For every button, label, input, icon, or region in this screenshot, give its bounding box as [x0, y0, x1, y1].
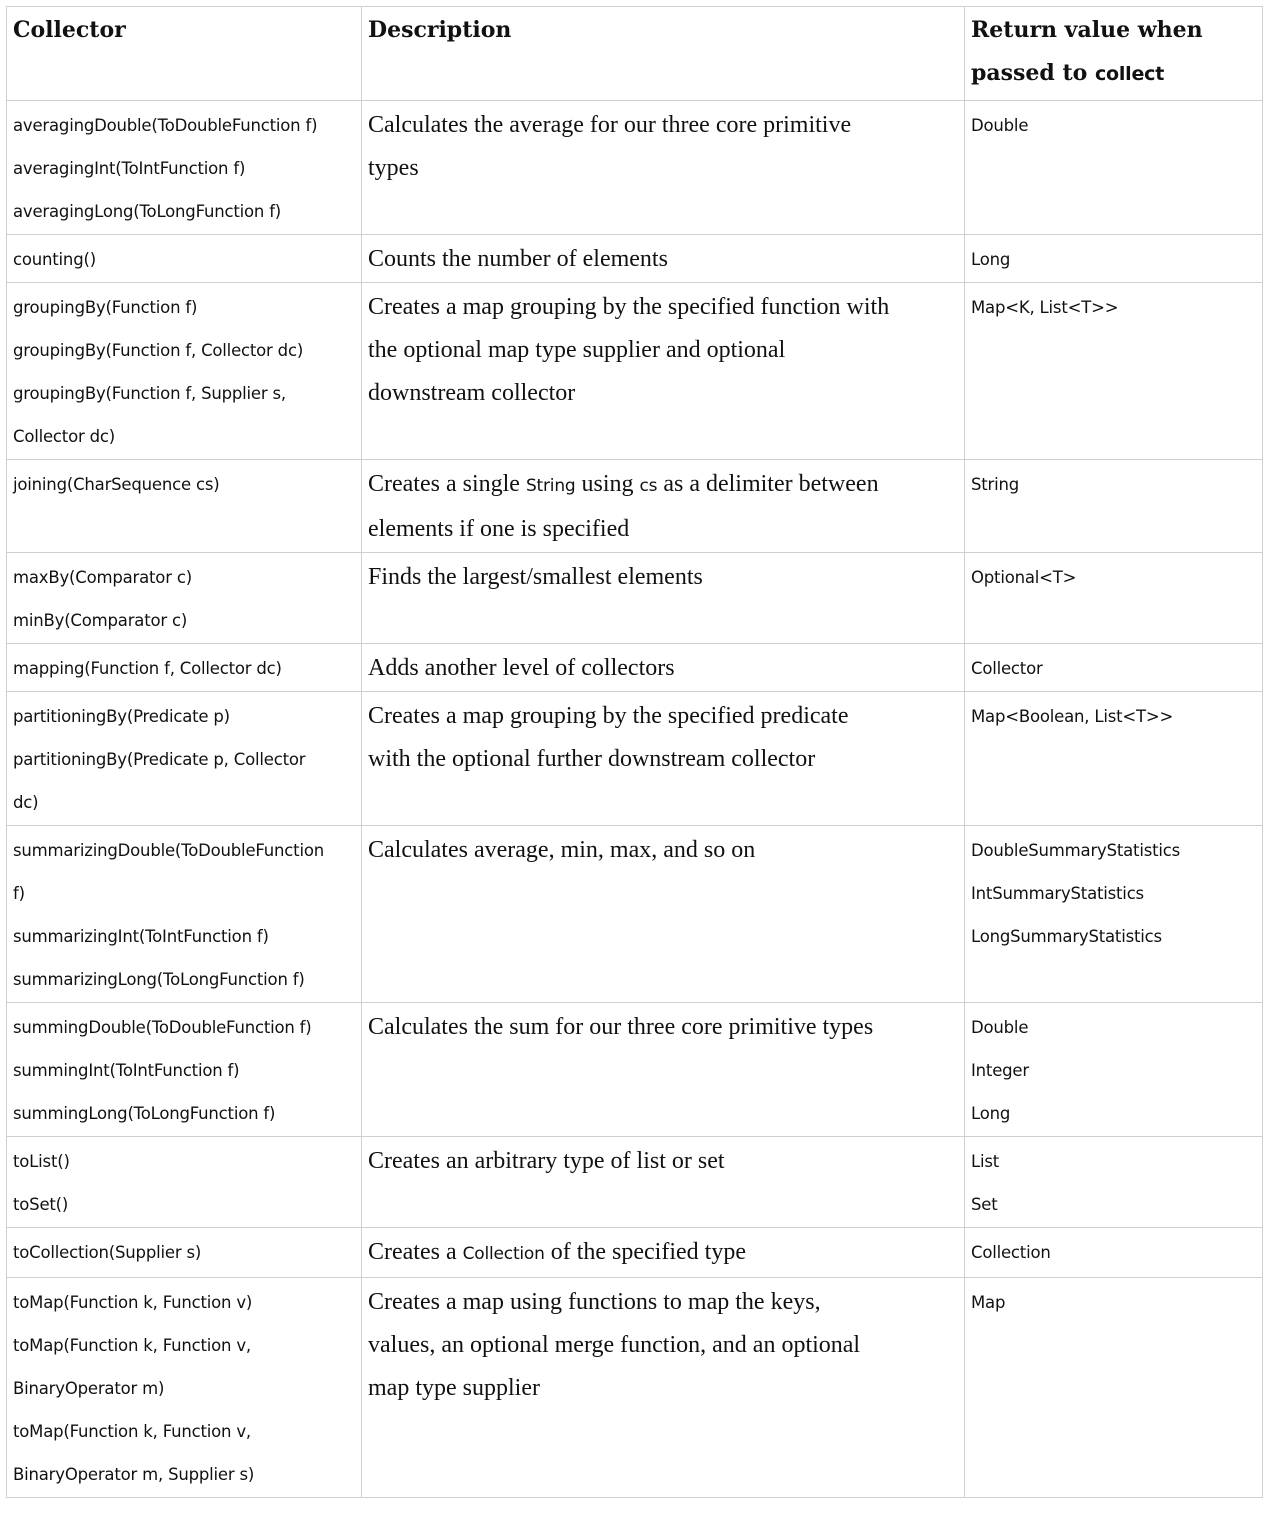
collector-signature: toMap(Function k, Function v, [13, 1336, 251, 1355]
return-value-cell [965, 460, 1263, 553]
description-line [368, 1006, 960, 1049]
collector-signature: toMap(Function k, Function v) [13, 1293, 253, 1312]
description-text: Counts the number of elements [368, 246, 668, 272]
collector-cell [7, 101, 362, 235]
table-row [7, 101, 1263, 235]
header-row [7, 7, 1263, 101]
description-cell [362, 460, 965, 553]
description-line [368, 1324, 960, 1367]
header-collector: Collector [7, 7, 362, 101]
description-text: Creates a [368, 1239, 463, 1265]
collector-signature: partitioningBy(Predicate p, Collector [13, 750, 306, 769]
description-text: Creates an arbitrary type of list or set [368, 1148, 725, 1174]
header-return-text: passed to [971, 60, 1095, 86]
description-text: values, an optional merge function, and an optional [368, 1332, 861, 1358]
return-value-cell [965, 1278, 1263, 1498]
table-row [7, 826, 1263, 1003]
collector-cell [7, 283, 362, 460]
return-type: Double [971, 116, 1029, 135]
return-type: List [971, 1152, 1000, 1171]
description-line [368, 372, 960, 415]
collector-signature: toCollection(Supplier s) [13, 1243, 202, 1262]
description-cell [362, 692, 965, 826]
description-line [368, 104, 960, 147]
description-text: with the optional further downstream collector [368, 746, 816, 772]
description-text: Collection [462, 1244, 545, 1264]
description-cell [362, 1228, 965, 1278]
return-type: Long [971, 250, 1011, 269]
description-text: downstream collector [368, 380, 576, 406]
return-type: DoubleSummaryStatistics [971, 841, 1181, 860]
description-line [368, 829, 960, 872]
table-body [7, 101, 1263, 1498]
return-type: Collection [971, 1243, 1051, 1262]
description-text: using [575, 471, 640, 497]
collector-signature: groupingBy(Function f) [13, 298, 198, 317]
header-return-line1: Return value when [971, 17, 1203, 43]
description-line [368, 508, 960, 551]
description-line [368, 238, 960, 281]
collector-signature: f) [13, 884, 25, 903]
description-text: elements if one is specified [368, 516, 630, 542]
collector-signature: mapping(Function f, Collector dc) [13, 659, 282, 678]
collector-signature: BinaryOperator m) [13, 1379, 165, 1398]
description-text: Calculates the sum for our three core primitive types [368, 1014, 874, 1040]
return-value-cell [965, 692, 1263, 826]
description-cell [362, 1137, 965, 1228]
table-row [7, 1137, 1263, 1228]
header-return-value [965, 7, 1263, 101]
collector-signature: averagingDouble(ToDoubleFunction f) [13, 116, 318, 135]
return-type: String [971, 475, 1020, 494]
collector-signature: maxBy(Comparator c) [13, 568, 192, 587]
collector-signature: minBy(Comparator c) [13, 611, 188, 630]
return-value-cell [965, 644, 1263, 692]
description-line [368, 738, 960, 781]
collector-signature: groupingBy(Function f, Supplier s, [13, 384, 286, 403]
description-line [368, 463, 960, 508]
description-cell [362, 283, 965, 460]
description-line [368, 1140, 960, 1183]
collector-cell [7, 644, 362, 692]
collector-signature: toList() [13, 1152, 70, 1171]
return-type: Integer [971, 1061, 1029, 1080]
description-line [368, 647, 960, 690]
collector-signature: counting() [13, 250, 96, 269]
collector-signature: summingDouble(ToDoubleFunction f) [13, 1018, 312, 1037]
collector-signature: dc) [13, 793, 39, 812]
collector-cell [7, 1278, 362, 1498]
collector-signature: groupingBy(Function f, Collector dc) [13, 341, 304, 360]
description-text: Creates a map grouping by the specified predicate [368, 703, 849, 729]
description-line [368, 329, 960, 372]
table-row [7, 1228, 1263, 1278]
collector-signature: partitioningBy(Predicate p) [13, 707, 230, 726]
collector-cell [7, 553, 362, 644]
description-line [368, 556, 960, 599]
collector-cell [7, 692, 362, 826]
description-text: Creates a map using functions to map the keys, [368, 1289, 821, 1315]
table-row [7, 553, 1263, 644]
collector-signature: toMap(Function k, Function v, [13, 1422, 251, 1441]
collector-cell [7, 826, 362, 1003]
collector-signature: averagingInt(ToIntFunction f) [13, 159, 246, 178]
description-text: Calculates the average for our three core primitive [368, 112, 852, 138]
description-text: of the specified type [544, 1239, 746, 1265]
description-cell [362, 553, 965, 644]
return-type: Long [971, 1104, 1011, 1123]
description-text: Creates a single [368, 471, 526, 497]
return-type: Map<K, List<T>> [971, 298, 1119, 317]
table-row [7, 283, 1263, 460]
return-type: Optional<T> [971, 568, 1077, 587]
description-cell [362, 101, 965, 235]
description-text: map type supplier [368, 1375, 540, 1401]
return-type: IntSummaryStatistics [971, 884, 1144, 903]
description-cell [362, 644, 965, 692]
description-text: types [368, 155, 419, 181]
description-line [368, 147, 960, 190]
description-line [368, 286, 960, 329]
collector-signature: Collector dc) [13, 427, 115, 446]
return-value-cell [965, 1003, 1263, 1137]
collectors-table [6, 6, 1263, 1498]
return-value-cell [965, 101, 1263, 235]
collector-signature: BinaryOperator m, Supplier s) [13, 1465, 255, 1484]
collector-cell [7, 460, 362, 553]
description-cell [362, 1003, 965, 1137]
collector-signature: toSet() [13, 1195, 69, 1214]
return-value-cell [965, 235, 1263, 283]
return-type: Double [971, 1018, 1029, 1037]
collector-signature: summarizingDouble(ToDoubleFunction [13, 841, 324, 860]
table-row [7, 692, 1263, 826]
collector-signature: averagingLong(ToLongFunction f) [13, 202, 282, 221]
collector-signature: joining(CharSequence cs) [13, 475, 220, 494]
return-value-cell [965, 283, 1263, 460]
description-text: Adds another level of collectors [368, 655, 675, 681]
table-row [7, 460, 1263, 553]
return-value-cell [965, 826, 1263, 1003]
return-type: Set [971, 1195, 998, 1214]
return-type: LongSummaryStatistics [971, 927, 1162, 946]
collector-cell [7, 1003, 362, 1137]
description-text: as a delimiter between [657, 471, 879, 497]
header-return-line2 [971, 52, 1258, 96]
description-line [368, 695, 960, 738]
description-line [368, 1231, 960, 1276]
description-text: Calculates average, min, max, and so on [368, 837, 756, 863]
description-line [368, 1281, 960, 1324]
collector-signature: summingInt(ToIntFunction f) [13, 1061, 240, 1080]
table-row [7, 1003, 1263, 1137]
description-text: String [525, 476, 576, 496]
collector-signature: summarizingInt(ToIntFunction f) [13, 927, 269, 946]
return-value-cell [965, 553, 1263, 644]
table-row [7, 1278, 1263, 1498]
description-text: Finds the largest/smallest elements [368, 564, 703, 590]
return-type: Collector [971, 659, 1043, 678]
description-cell [362, 1278, 965, 1498]
return-value-cell [965, 1137, 1263, 1228]
description-text: cs [639, 476, 658, 496]
description-cell [362, 235, 965, 283]
description-text: the optional map type supplier and optional [368, 337, 786, 363]
table-row [7, 235, 1263, 283]
description-text: Creates a map grouping by the specified function with [368, 294, 890, 320]
collector-cell [7, 235, 362, 283]
header-description: Description [362, 7, 965, 101]
return-value-cell [965, 1228, 1263, 1278]
collector-cell [7, 1228, 362, 1278]
collector-signature: summingLong(ToLongFunction f) [13, 1104, 276, 1123]
description-line [368, 1367, 960, 1410]
table-row [7, 644, 1263, 692]
description-cell [362, 826, 965, 1003]
header-return-code: collect [1094, 63, 1165, 85]
collector-cell [7, 1137, 362, 1228]
collector-signature: summarizingLong(ToLongFunction f) [13, 970, 305, 989]
return-type: Map<Boolean, List<T>> [971, 707, 1174, 726]
return-type: Map [971, 1293, 1006, 1312]
